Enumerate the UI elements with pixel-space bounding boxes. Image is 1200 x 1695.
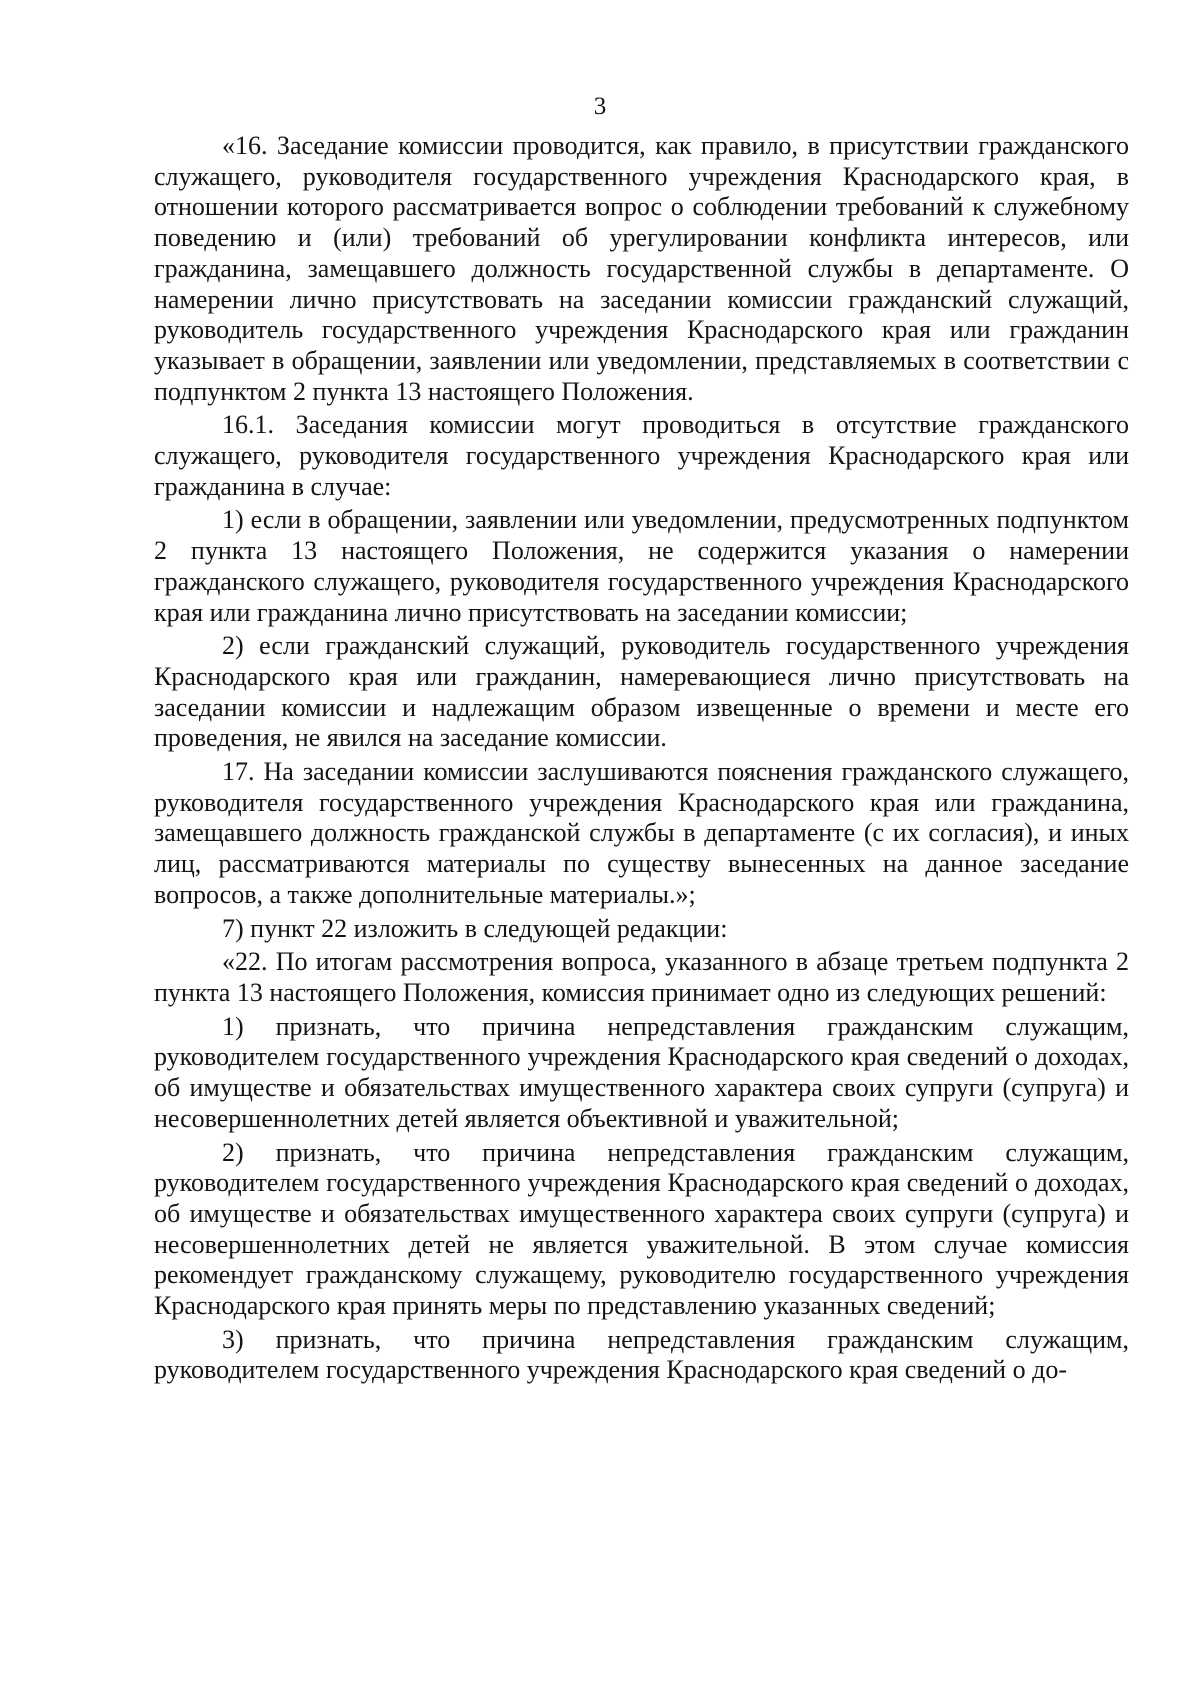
document-body: [154, 131, 1129, 1389]
paragraph-16-1: 16.1. Заседания комиссии могут проводиться в отсутствие гражданского служащего, руководителя государственного учреждения Краснодарского края или гражданина в случае:: [154, 410, 1129, 501]
paragraph-16: «16. Заседание комиссии проводится, как правило, в присутствии гражданского служащего, руководителя государственного учреждения Краснодарского края, в отношении которого рассматривается вопрос о соблюдении требований к служебному поведению и (или) требований об урегулировании конфликта интересов, или гражданина, замещавшего должность государственной службы в департаменте. О намерении лично присутствовать на заседании комиссии гражданский служащий, руководитель государственного учреждения Краснодарского края или гражданин указывает в обращении, заявлении или уведомлении, представляемых в соответствии с подпунктом 2 пункта 13 настоящего Положения.: [154, 131, 1129, 406]
paragraph-17: 17. На заседании комиссии заслушиваются пояснения гражданского служащего, руководителя государственного учреждения Краснодарского края или гражданина, замещавшего должность гражданской службы в департаменте (с их согласия), и иных лиц, рассматриваются материалы по существу вынесенных на данное заседание вопросов, а также дополнительные материалы.»;: [154, 757, 1129, 909]
amendment-item-7: 7) пункт 22 изложить в следующей редакции:: [222, 913, 728, 943]
paragraph-22-item-2: 2) признать, что причина непредставления гражданским служащим, руководителем государственного учреждения Краснодарского края сведений о доходах, об имуществе и обязательствах имущественного характера своих супруги (супруга) и несовершеннолетних детей не является уважительной. В этом случае комиссия рекомендует гражданскому служащему, руководителю государственного учреждения Краснодарского края принять меры по представлению указанных сведений;: [154, 1137, 1129, 1321]
paragraph-16-1-item-2: 2) если гражданский служащий, руководитель государственного учреждения Краснодарского края или гражданин, намеревающиеся лично присутствовать на заседании комиссии и надлежащим образом извещенные о времени и месте его проведения, не явился на заседание комиссии.: [154, 631, 1129, 753]
paragraph-22-item-1: 1) признать, что причина непредставления гражданским служащим, руководителем государственного учреждения Краснодарского края сведений о доходах, об имуществе и обязательствах имущественного характера своих супруги (супруга) и несовершеннолетних детей является объективной и уважительной;: [154, 1011, 1129, 1133]
paragraph-22: «22. По итогам рассмотрения вопроса, указанного в абзаце третьем подпункта 2 пункта 13 настоящего Положения, комиссия принимает одно из следующих решений:: [154, 947, 1129, 1007]
paragraph-16-1-item-1: 1) если в обращении, заявлении или уведомлении, предусмотренных подпунктом 2 пункта 13 настоящего Положения, не содержится указания о намерении гражданского служащего, руководителя государственного учреждения Краснодарского края или гражданина лично присутствовать на заседании комиссии;: [154, 505, 1129, 627]
page-number: 3: [593, 93, 607, 120]
paragraph-22-item-3: 3) признать, что причина непредставления гражданским служащим, руководителем государственного учреждения Краснодарского края сведений о до-: [154, 1324, 1129, 1385]
